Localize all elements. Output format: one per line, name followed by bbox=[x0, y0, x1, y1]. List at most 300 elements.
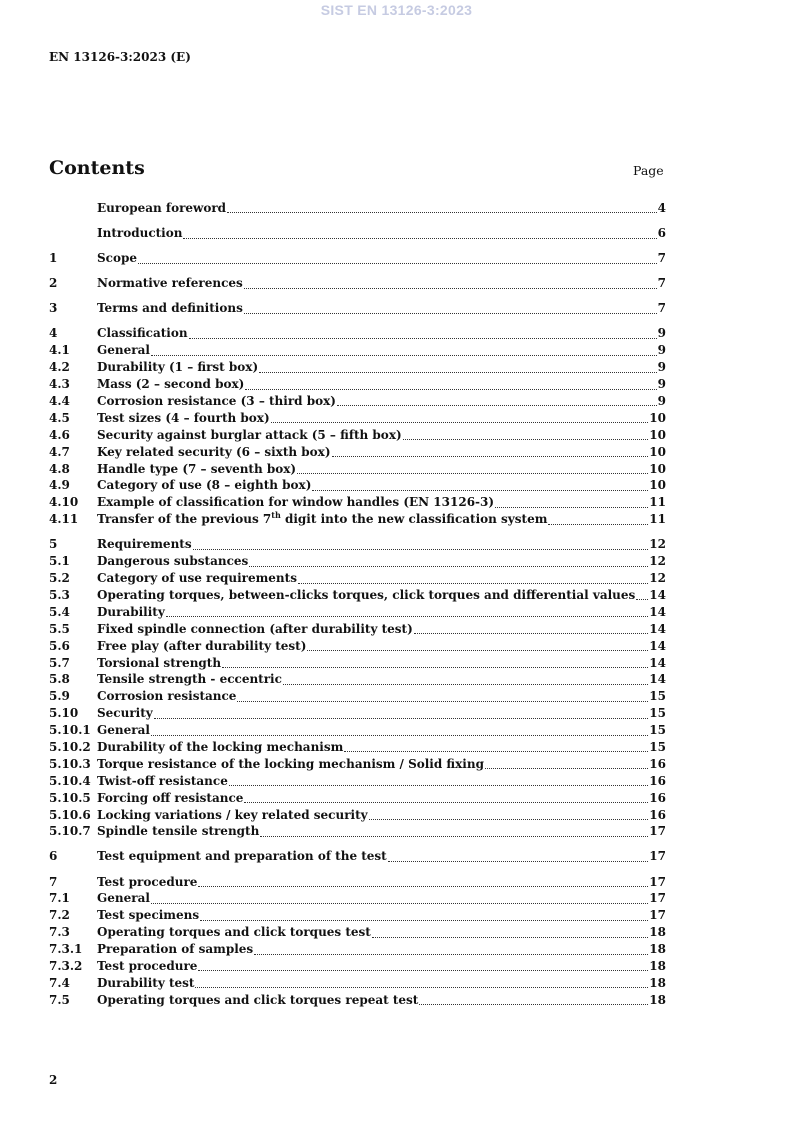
toc-dot-leader bbox=[151, 902, 648, 904]
toc-entry-title-text: Torsional strength bbox=[97, 655, 222, 670]
toc-entry-number: 7.1 bbox=[49, 891, 70, 906]
toc-entry[interactable] bbox=[49, 907, 666, 924]
toc-entry-body bbox=[97, 536, 666, 553]
toc-entry-title bbox=[97, 975, 194, 992]
toc-entry-title-text: Test sizes (4 – fourth box) bbox=[97, 410, 270, 425]
toc-entry-number: 5.5 bbox=[49, 621, 70, 636]
toc-entry-body bbox=[97, 941, 666, 958]
toc-entry-body bbox=[97, 890, 666, 907]
toc-entry-page: 10 bbox=[649, 444, 666, 459]
toc-entry-title bbox=[97, 722, 150, 739]
toc-entry-title bbox=[97, 300, 243, 317]
toc-entry-title bbox=[97, 410, 270, 427]
toc-entry-title bbox=[97, 773, 228, 790]
toc-entry-page: 9 bbox=[657, 377, 666, 392]
toc-entry-number: 4.1 bbox=[49, 343, 70, 358]
toc-entry-page: 16 bbox=[649, 773, 666, 788]
toc-entry-superscript: th bbox=[271, 510, 281, 521]
toc-entry-number: 7.3.1 bbox=[49, 942, 83, 957]
toc-entry[interactable] bbox=[49, 790, 666, 807]
toc-entry-body bbox=[97, 790, 666, 807]
toc-entry-number: 5.10.2 bbox=[49, 739, 91, 754]
toc-entry[interactable] bbox=[49, 756, 666, 773]
toc-entry[interactable] bbox=[49, 671, 666, 688]
toc-entry-title-text: European foreword bbox=[97, 201, 227, 215]
toc-entry-page: 9 bbox=[657, 326, 666, 341]
toc-entry-body bbox=[97, 477, 666, 494]
toc-entry-number: 4.10 bbox=[49, 495, 79, 510]
toc-entry[interactable] bbox=[49, 511, 666, 528]
toc-dot-leader bbox=[369, 818, 649, 820]
toc-entry-title-text: Fixed spindle connection (after durability test) bbox=[97, 621, 413, 636]
toc-entry-title bbox=[97, 848, 387, 865]
toc-dot-leader bbox=[254, 953, 648, 955]
toc-entry-body bbox=[97, 756, 666, 773]
toc-entry-body bbox=[97, 325, 666, 342]
toc-entry-number: 5.10.7 bbox=[49, 824, 91, 839]
toc-entry-title-text: Terms and definitions bbox=[97, 301, 243, 316]
toc-entry-title bbox=[97, 587, 635, 604]
toc-entry[interactable] bbox=[49, 638, 666, 655]
toc-entry-page: 18 bbox=[649, 925, 666, 940]
toc-entry-title-text: Security against burglar attack (5 – fifth box) bbox=[97, 427, 402, 442]
toc-entry-page: 15 bbox=[649, 689, 666, 704]
toc-entry-page: 17 bbox=[649, 891, 666, 906]
page-column-label: Page bbox=[633, 163, 664, 178]
toc-entry-number: 5.10.4 bbox=[49, 773, 91, 788]
toc-dot-leader bbox=[195, 986, 648, 988]
toc-entry-number: 5.10.1 bbox=[49, 723, 91, 738]
toc-entry-title bbox=[97, 275, 243, 292]
toc-entry-title-text: Handle type (7 – seventh box) bbox=[97, 461, 297, 476]
toc-entry-number: 7.3 bbox=[49, 925, 70, 940]
page-number: 2 bbox=[49, 1073, 58, 1087]
toc-entry-body bbox=[97, 410, 666, 427]
toc-entry[interactable] bbox=[49, 359, 666, 376]
toc-dot-leader bbox=[388, 860, 649, 862]
toc-entry-title-text: Security bbox=[97, 706, 153, 721]
toc-dot-leader bbox=[495, 506, 648, 508]
toc-entry[interactable] bbox=[49, 427, 666, 444]
toc-entry-number: 2 bbox=[49, 276, 58, 291]
toc-entry-page: 16 bbox=[649, 790, 666, 805]
toc-entry-body bbox=[97, 621, 666, 638]
toc-entry-body bbox=[97, 570, 666, 587]
toc-entry[interactable] bbox=[49, 376, 666, 393]
toc-dot-leader bbox=[229, 784, 648, 786]
toc-entry[interactable] bbox=[49, 477, 666, 494]
toc-entry-number: 4.4 bbox=[49, 393, 70, 408]
toc-entry-number: 5.9 bbox=[49, 689, 70, 704]
toc-entry-page: 10 bbox=[649, 410, 666, 425]
toc-dot-leader bbox=[154, 717, 649, 719]
toc-entry-page: 14 bbox=[649, 604, 666, 619]
toc-entry-body bbox=[97, 638, 666, 655]
toc-entry-page: 18 bbox=[649, 975, 666, 990]
toc-entry-page: 14 bbox=[649, 672, 666, 687]
toc-entry-title-text: Corrosion resistance (3 – third box) bbox=[97, 393, 336, 408]
toc-entry-body bbox=[97, 342, 666, 359]
toc-entry-page: 7 bbox=[657, 276, 666, 291]
toc-entry[interactable] bbox=[49, 705, 666, 722]
toc-entry[interactable] bbox=[49, 536, 666, 553]
toc-entry-title-text: Introduction bbox=[97, 226, 183, 241]
toc-entry-title bbox=[97, 924, 371, 941]
toc-entry-page: 14 bbox=[649, 638, 666, 653]
toc-entry-title-text: Test equipment and preparation of the test bbox=[97, 849, 387, 864]
toc-entry-title-text: Test procedure bbox=[97, 959, 198, 974]
toc-entry-title bbox=[97, 890, 150, 907]
toc-entry-body bbox=[97, 705, 666, 722]
toc-dot-leader bbox=[151, 734, 648, 736]
toc-entry-number: 5.7 bbox=[49, 655, 70, 670]
toc-dot-leader bbox=[193, 548, 649, 550]
toc-dot-leader bbox=[198, 969, 648, 971]
toc-dot-leader bbox=[183, 237, 656, 239]
toc-entry[interactable] bbox=[49, 848, 666, 865]
toc-entry-title-rest: digit into the new classification system bbox=[280, 512, 548, 527]
toc-entry-title bbox=[97, 621, 413, 638]
table-of-contents bbox=[49, 200, 666, 1009]
toc-dot-leader bbox=[414, 632, 649, 634]
toc-entry-page: 12 bbox=[649, 571, 666, 586]
toc-dot-leader bbox=[237, 700, 648, 702]
toc-entry[interactable] bbox=[49, 325, 666, 342]
toc-entry-title-text: General bbox=[97, 343, 150, 358]
toc-entry-page: 4 bbox=[657, 201, 666, 215]
toc-entry-title-text: Scope bbox=[97, 251, 138, 266]
toc-entry-number: 4.5 bbox=[49, 410, 70, 425]
toc-entry-body bbox=[97, 958, 666, 975]
toc-entry-title-text: Transfer of the previous 7 bbox=[97, 512, 272, 527]
toc-entry-page: 18 bbox=[649, 942, 666, 957]
toc-dot-leader bbox=[189, 337, 657, 339]
toc-entry-title-text: Corrosion resistance bbox=[97, 689, 237, 704]
toc-entry[interactable] bbox=[49, 553, 666, 570]
toc-entry-title-text: Example of classification for window handles (EN 13126-3) bbox=[97, 495, 495, 510]
toc-entry-title-text: Category of use requirements bbox=[97, 571, 297, 586]
toc-entry-title-text: General bbox=[97, 723, 150, 738]
toc-entry-body bbox=[97, 494, 666, 511]
toc-entry-title bbox=[97, 874, 197, 891]
toc-entry-number: 5.4 bbox=[49, 604, 70, 619]
toc-entry-number: 7.4 bbox=[49, 975, 70, 990]
toc-entry-title-text: Durability (1 – first box) bbox=[97, 360, 259, 375]
toc-entry-page: 9 bbox=[657, 393, 666, 408]
toc-dot-leader bbox=[344, 750, 648, 752]
toc-dot-leader bbox=[419, 1003, 648, 1005]
toc-entry[interactable] bbox=[49, 570, 666, 587]
toc-entry-page: 9 bbox=[657, 360, 666, 375]
toc-entry-page: 10 bbox=[649, 427, 666, 442]
toc-entry-title bbox=[97, 325, 188, 342]
toc-entry-title-text: Operating torques, between-clicks torques, click torques and differential values bbox=[97, 587, 636, 602]
toc-entry-number: 4.9 bbox=[49, 478, 70, 493]
toc-dot-leader bbox=[636, 598, 648, 600]
toc-entry-title-text: Key related security (6 – sixth box) bbox=[97, 444, 331, 459]
toc-entry-body bbox=[97, 924, 666, 941]
toc-entry[interactable] bbox=[49, 200, 666, 217]
toc-entry-body bbox=[97, 807, 666, 824]
contents-heading: Contents bbox=[49, 157, 145, 179]
toc-entry-body bbox=[97, 461, 666, 478]
toc-entry-title bbox=[97, 790, 243, 807]
toc-entry[interactable] bbox=[49, 250, 666, 267]
toc-entry-title-text: Spindle tensile strength bbox=[97, 824, 260, 839]
toc-entry-body bbox=[97, 444, 666, 461]
toc-entry[interactable] bbox=[49, 874, 666, 891]
toc-entry-page: 7 bbox=[657, 301, 666, 316]
toc-entry-body bbox=[97, 671, 666, 688]
toc-entry[interactable] bbox=[49, 807, 666, 824]
toc-entry-title bbox=[97, 250, 137, 267]
toc-entry-body bbox=[97, 553, 666, 570]
toc-entry-number: 5.10.5 bbox=[49, 790, 91, 805]
toc-entry[interactable] bbox=[49, 621, 666, 638]
toc-entry-page: 12 bbox=[649, 554, 666, 569]
toc-dot-leader bbox=[271, 421, 649, 423]
toc-entry-title bbox=[97, 992, 418, 1009]
toc-entry-body bbox=[97, 275, 666, 292]
toc-entry[interactable] bbox=[49, 722, 666, 739]
toc-entry-body bbox=[97, 300, 666, 317]
toc-entry-number: 7.5 bbox=[49, 992, 70, 1007]
toc-dot-leader bbox=[403, 438, 649, 440]
toc-entry-title bbox=[97, 655, 221, 672]
toc-entry-body bbox=[97, 992, 666, 1009]
toc-entry-body bbox=[97, 393, 666, 410]
toc-entry[interactable] bbox=[49, 393, 666, 410]
toc-entry[interactable] bbox=[49, 655, 666, 672]
toc-entry[interactable] bbox=[49, 342, 666, 359]
toc-entry-title bbox=[97, 823, 259, 840]
toc-entry-number: 7.2 bbox=[49, 908, 70, 923]
toc-entry-number: 5.1 bbox=[49, 554, 70, 569]
toc-entry-page: 16 bbox=[649, 807, 666, 822]
toc-entry-title-text: Dangerous substances bbox=[97, 554, 249, 569]
toc-dot-leader bbox=[485, 767, 648, 769]
toc-entry-page: 16 bbox=[649, 756, 666, 771]
toc-entry-number: 5.10.3 bbox=[49, 756, 91, 771]
toc-entry-number: 4.8 bbox=[49, 461, 70, 476]
toc-entry-body bbox=[97, 587, 666, 604]
toc-entry-page: 17 bbox=[649, 824, 666, 839]
toc-entry[interactable] bbox=[49, 300, 666, 317]
toc-entry-number: 5.8 bbox=[49, 672, 70, 687]
toc-entry-title-text: Durability of the locking mechanism bbox=[97, 739, 344, 754]
toc-entry-page: 17 bbox=[649, 874, 666, 889]
toc-entry-body bbox=[97, 655, 666, 672]
toc-entry-title bbox=[97, 342, 150, 359]
toc-entry-title bbox=[97, 393, 336, 410]
toc-entry-body bbox=[97, 427, 666, 444]
toc-entry-body bbox=[97, 359, 666, 376]
toc-entry-number: 5 bbox=[49, 537, 58, 552]
toc-entry-number: 5.10.6 bbox=[49, 807, 91, 822]
toc-entry-body bbox=[97, 722, 666, 739]
toc-dot-leader bbox=[297, 472, 648, 474]
toc-dot-leader bbox=[151, 354, 657, 356]
toc-entry[interactable] bbox=[49, 604, 666, 621]
toc-entry[interactable] bbox=[49, 958, 666, 975]
toc-entry[interactable] bbox=[49, 461, 666, 478]
toc-entry-title-text: Preparation of samples bbox=[97, 942, 254, 957]
toc-dot-leader bbox=[372, 936, 648, 938]
toc-entry[interactable] bbox=[49, 587, 666, 604]
toc-entry-title bbox=[97, 958, 197, 975]
toc-entry[interactable] bbox=[49, 410, 666, 427]
toc-entry-page: 17 bbox=[649, 908, 666, 923]
toc-entry-title bbox=[97, 511, 547, 528]
toc-entry-title bbox=[97, 477, 311, 494]
toc-dot-leader bbox=[298, 582, 648, 584]
toc-entry-body bbox=[97, 773, 666, 790]
toc-entry-number: 4.2 bbox=[49, 360, 70, 375]
toc-entry[interactable] bbox=[49, 444, 666, 461]
toc-entry-body bbox=[97, 823, 666, 840]
toc-entry-title bbox=[97, 200, 226, 217]
toc-entry[interactable] bbox=[49, 739, 666, 756]
toc-entry-title bbox=[97, 444, 331, 461]
toc-entry-number: 7.3.2 bbox=[49, 959, 83, 974]
toc-entry-body bbox=[97, 225, 666, 242]
toc-entry-title-text: Durability test bbox=[97, 975, 195, 990]
toc-entry-title bbox=[97, 376, 244, 393]
toc-entry-number: 4.11 bbox=[49, 512, 79, 527]
toc-entry-title bbox=[97, 941, 253, 958]
toc-entry-title bbox=[97, 225, 182, 242]
toc-dot-leader bbox=[198, 885, 648, 887]
toc-entry-title-text: Test specimens bbox=[97, 908, 200, 923]
toc-entry-number: 5.3 bbox=[49, 587, 70, 602]
toc-entry-page: 11 bbox=[649, 495, 666, 510]
toc-entry-title-text: Free play (after durability test) bbox=[97, 638, 307, 653]
toc-entry-page: 10 bbox=[649, 478, 666, 493]
toc-entry-title bbox=[97, 536, 192, 553]
toc-entry-title bbox=[97, 907, 199, 924]
toc-entry-body bbox=[97, 511, 666, 528]
toc-dot-leader bbox=[260, 835, 648, 837]
toc-entry-title bbox=[97, 461, 296, 478]
toc-entry-number: 5.6 bbox=[49, 638, 70, 653]
toc-entry-title-text: Forcing off resistance bbox=[97, 790, 244, 805]
toc-entry-title-text: Operating torques and click torques repeat test bbox=[97, 992, 419, 1007]
toc-entry-title bbox=[97, 756, 484, 773]
toc-entry-title-text: Mass (2 – second box) bbox=[97, 377, 245, 392]
toc-entry-title-text: Torque resistance of the locking mechanism / Solid fixing bbox=[97, 756, 484, 771]
toc-dot-leader bbox=[227, 211, 657, 213]
toc-entry[interactable] bbox=[49, 924, 666, 941]
toc-dot-leader bbox=[200, 919, 648, 921]
toc-dot-leader bbox=[548, 523, 648, 525]
toc-entry-page: 18 bbox=[649, 959, 666, 974]
toc-entry-title-text: Durability bbox=[97, 604, 165, 619]
toc-entry[interactable] bbox=[49, 688, 666, 705]
toc-entry-number: 6 bbox=[49, 849, 58, 864]
toc-entry-title bbox=[97, 553, 248, 570]
watermark: SIST EN 13126-3:2023 bbox=[320, 2, 473, 18]
toc-entry[interactable] bbox=[49, 890, 666, 907]
toc-entry-title bbox=[97, 427, 402, 444]
toc-entry-title bbox=[97, 604, 165, 621]
toc-entry-page: 15 bbox=[649, 739, 666, 754]
toc-entry-body bbox=[97, 874, 666, 891]
toc-entry-title bbox=[97, 688, 236, 705]
toc-entry-page: 14 bbox=[649, 655, 666, 670]
toc-dot-leader bbox=[307, 649, 648, 651]
toc-entry-page: 14 bbox=[649, 621, 666, 636]
toc-entry[interactable] bbox=[49, 773, 666, 790]
toc-entry-title bbox=[97, 638, 306, 655]
toc-entry[interactable] bbox=[49, 975, 666, 992]
toc-entry[interactable] bbox=[49, 992, 666, 1009]
toc-entry-page: 18 bbox=[649, 992, 666, 1007]
toc-entry-page: 12 bbox=[649, 537, 666, 552]
toc-entry-page: 10 bbox=[649, 461, 666, 476]
toc-entry-body bbox=[97, 907, 666, 924]
toc-entry-body bbox=[97, 739, 666, 756]
toc-entry-page: 15 bbox=[649, 723, 666, 738]
toc-entry[interactable] bbox=[49, 823, 666, 840]
toc-entry-title-text: Classification bbox=[97, 326, 188, 341]
toc-dot-leader bbox=[249, 565, 648, 567]
toc-dot-leader bbox=[332, 455, 649, 457]
toc-entry-title-text: Tensile strength - eccentric bbox=[97, 672, 282, 687]
toc-entry-number: 4.6 bbox=[49, 427, 70, 442]
toc-entry-number: 7 bbox=[49, 874, 58, 889]
toc-entry[interactable] bbox=[49, 225, 666, 242]
toc-entry-title bbox=[97, 705, 153, 722]
toc-entry-title-text: Requirements bbox=[97, 537, 192, 552]
toc-entry-page: 9 bbox=[657, 343, 666, 358]
toc-entry[interactable] bbox=[49, 275, 666, 292]
toc-entry-page: 15 bbox=[649, 706, 666, 721]
document-id-header: EN 13126-3:2023 (E) bbox=[49, 50, 191, 64]
toc-entry-page: 14 bbox=[649, 587, 666, 602]
toc-entry-page: 17 bbox=[649, 849, 666, 864]
toc-entry-number: 4.3 bbox=[49, 377, 70, 392]
toc-entry-page: 11 bbox=[649, 512, 666, 527]
toc-entry-title bbox=[97, 807, 368, 824]
toc-dot-leader bbox=[244, 801, 648, 803]
toc-entry-title-text: Locking variations / key related security bbox=[97, 807, 368, 822]
toc-entry-number: 5.2 bbox=[49, 571, 70, 586]
toc-dot-leader bbox=[259, 371, 657, 373]
toc-entry-title-text: General bbox=[97, 891, 150, 906]
toc-entry-title-text: Operating torques and click torques test bbox=[97, 925, 371, 940]
toc-entry-number: 5.10 bbox=[49, 706, 79, 721]
toc-dot-leader bbox=[138, 262, 657, 264]
toc-dot-leader bbox=[283, 683, 648, 685]
toc-entry-body bbox=[97, 250, 666, 267]
toc-dot-leader bbox=[337, 404, 657, 406]
toc-entry[interactable] bbox=[49, 494, 666, 511]
toc-entry-body bbox=[97, 848, 666, 865]
toc-entry-number: 4 bbox=[49, 326, 58, 341]
toc-dot-leader bbox=[312, 489, 648, 491]
toc-dot-leader bbox=[166, 615, 648, 617]
toc-entry-title bbox=[97, 359, 258, 376]
toc-entry[interactable] bbox=[49, 941, 666, 958]
toc-entry-body bbox=[97, 688, 666, 705]
toc-entry-title bbox=[97, 739, 343, 756]
toc-entry-body bbox=[97, 975, 666, 992]
toc-entry-body bbox=[97, 376, 666, 393]
toc-entry-title-text: Normative references bbox=[97, 276, 243, 291]
toc-entry-page: 6 bbox=[657, 226, 666, 241]
toc-dot-leader bbox=[222, 666, 648, 668]
toc-entry-title-text: Twist-off resistance bbox=[97, 773, 228, 788]
